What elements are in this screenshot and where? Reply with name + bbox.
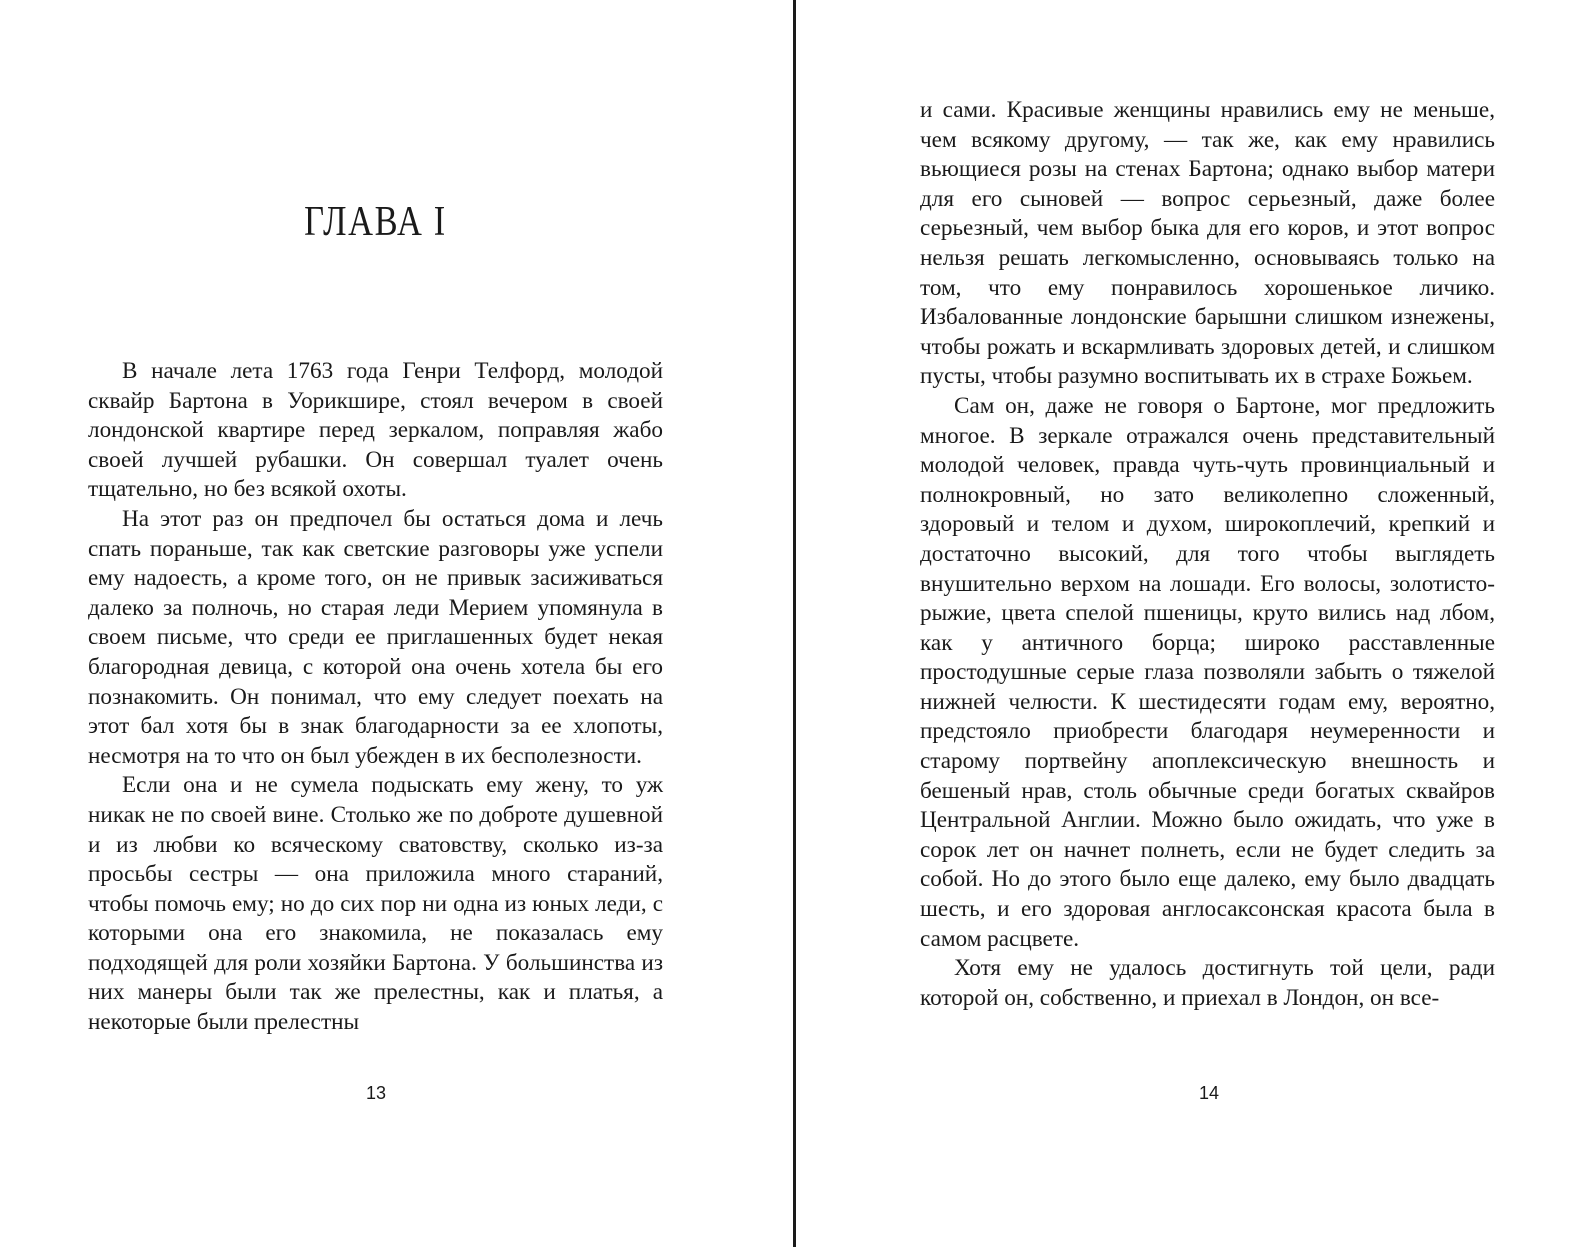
chapter-title: ГЛАВА I: [304, 199, 447, 245]
right-page-text: [920, 96, 1495, 1013]
paragraph: Сам он, даже не говоря о Бартоне, мог предложить многое. В зеркале отражался очень представительный молодой человек, правда чуть-чуть провинциальный и полнокровный, но зато великолепно сложенный, здоровый и телом и духом, широкоплечий, крепкий и достаточно высокий, для того чтобы выглядеть внушительно верхом на лошади. Его волосы, золотисто-рыжие, цвета спелой пшеницы, круто вились над лбом, как у античного борца; широко расставленные простодушные серые глаза позволяли забыть о тяжелой нижней челюсти. К шестидесяти годам ему, вероятно, предстояло приобрести благодаря неумеренности и старому портвейну апоплексическую внешность и бешеный нрав, столь обычные среди богатых сквайров Центральной Англии. Можно было ожидать, что уже в сорок лет он начнет полнеть, если не будет следить за собой. Но до этого было еще далеко, ему было двадцать шесть, и его здоровая англосаксонская красота была в самом расцвете.: [920, 392, 1495, 952]
paragraph: Если она и не сумела подыскать ему жену, то уж никак не по своей вине. Столько же по доброте душевной и из любви ко всяческому сватовству, сколько из-за просьбы сестры — она приложила много стараний, чтобы помочь ему; но до сих пор ни одна из юных леди, с которыми она его знакомила, не показалась ему подходящей для роли хозяйки Бартона. У большинства из них манеры были так же прелестны, как и платья, а некоторые были прелестны: [88, 772, 663, 1036]
paragraph: Хотя ему не удалось достигнуть той цели, ради которой он, собственно, и приехал в Лондон, он все-: [920, 955, 1495, 1011]
page-number-right: 14: [1198, 1083, 1220, 1103]
paragraph-continuation: и сами. Красивые женщины нравились ему не меньше, чем всякому другому, — так же, как ему нравились вьющиеся розы на стенах Бартона; однако выбор матери для его сыновей — вопрос серьезный, даже более серьезный, чем выбор быка для его коров, и этот вопрос нельзя решать легкомысленно, основываясь только на том, что ему понравилось хорошенькое личико. Избалованные лондонские барышни слишком изнежены, чтобы рожать и вскармливать здоровых детей, и слишком пусты, чтобы разумно воспитывать их в страхе Божьем.: [920, 97, 1495, 390]
paragraph: В начале лета 1763 года Генри Телфорд, молодой сквайр Бартона в Уорикшире, стоял вечером в своей лондонской квартире перед зеркалом, поправляя жабо своей лучшей рубашки. Он совершал туалет очень тщательно, но без всякой охоты.: [88, 358, 663, 503]
page-number-left: 13: [365, 1083, 387, 1103]
paragraph: На этот раз он предпочел бы остаться дома и лечь спать пораньше, так как светские разговоры уже успели ему надоесть, а кроме того, он не привык засиживаться далеко за полночь, но старая леди Мерием упомянула в своем письме, что среди ее приглашенных будет некая благородная девица, с которой она очень хотела бы его познакомить. Он понимал, что ему следует поехать на этот бал хотя бы в знак благодарности за ее хлопоты, несмотря на то что он был убежден в их бесполезности.: [88, 505, 663, 769]
left-page-text: [88, 357, 663, 1038]
right-page: [796, 0, 1582, 1247]
